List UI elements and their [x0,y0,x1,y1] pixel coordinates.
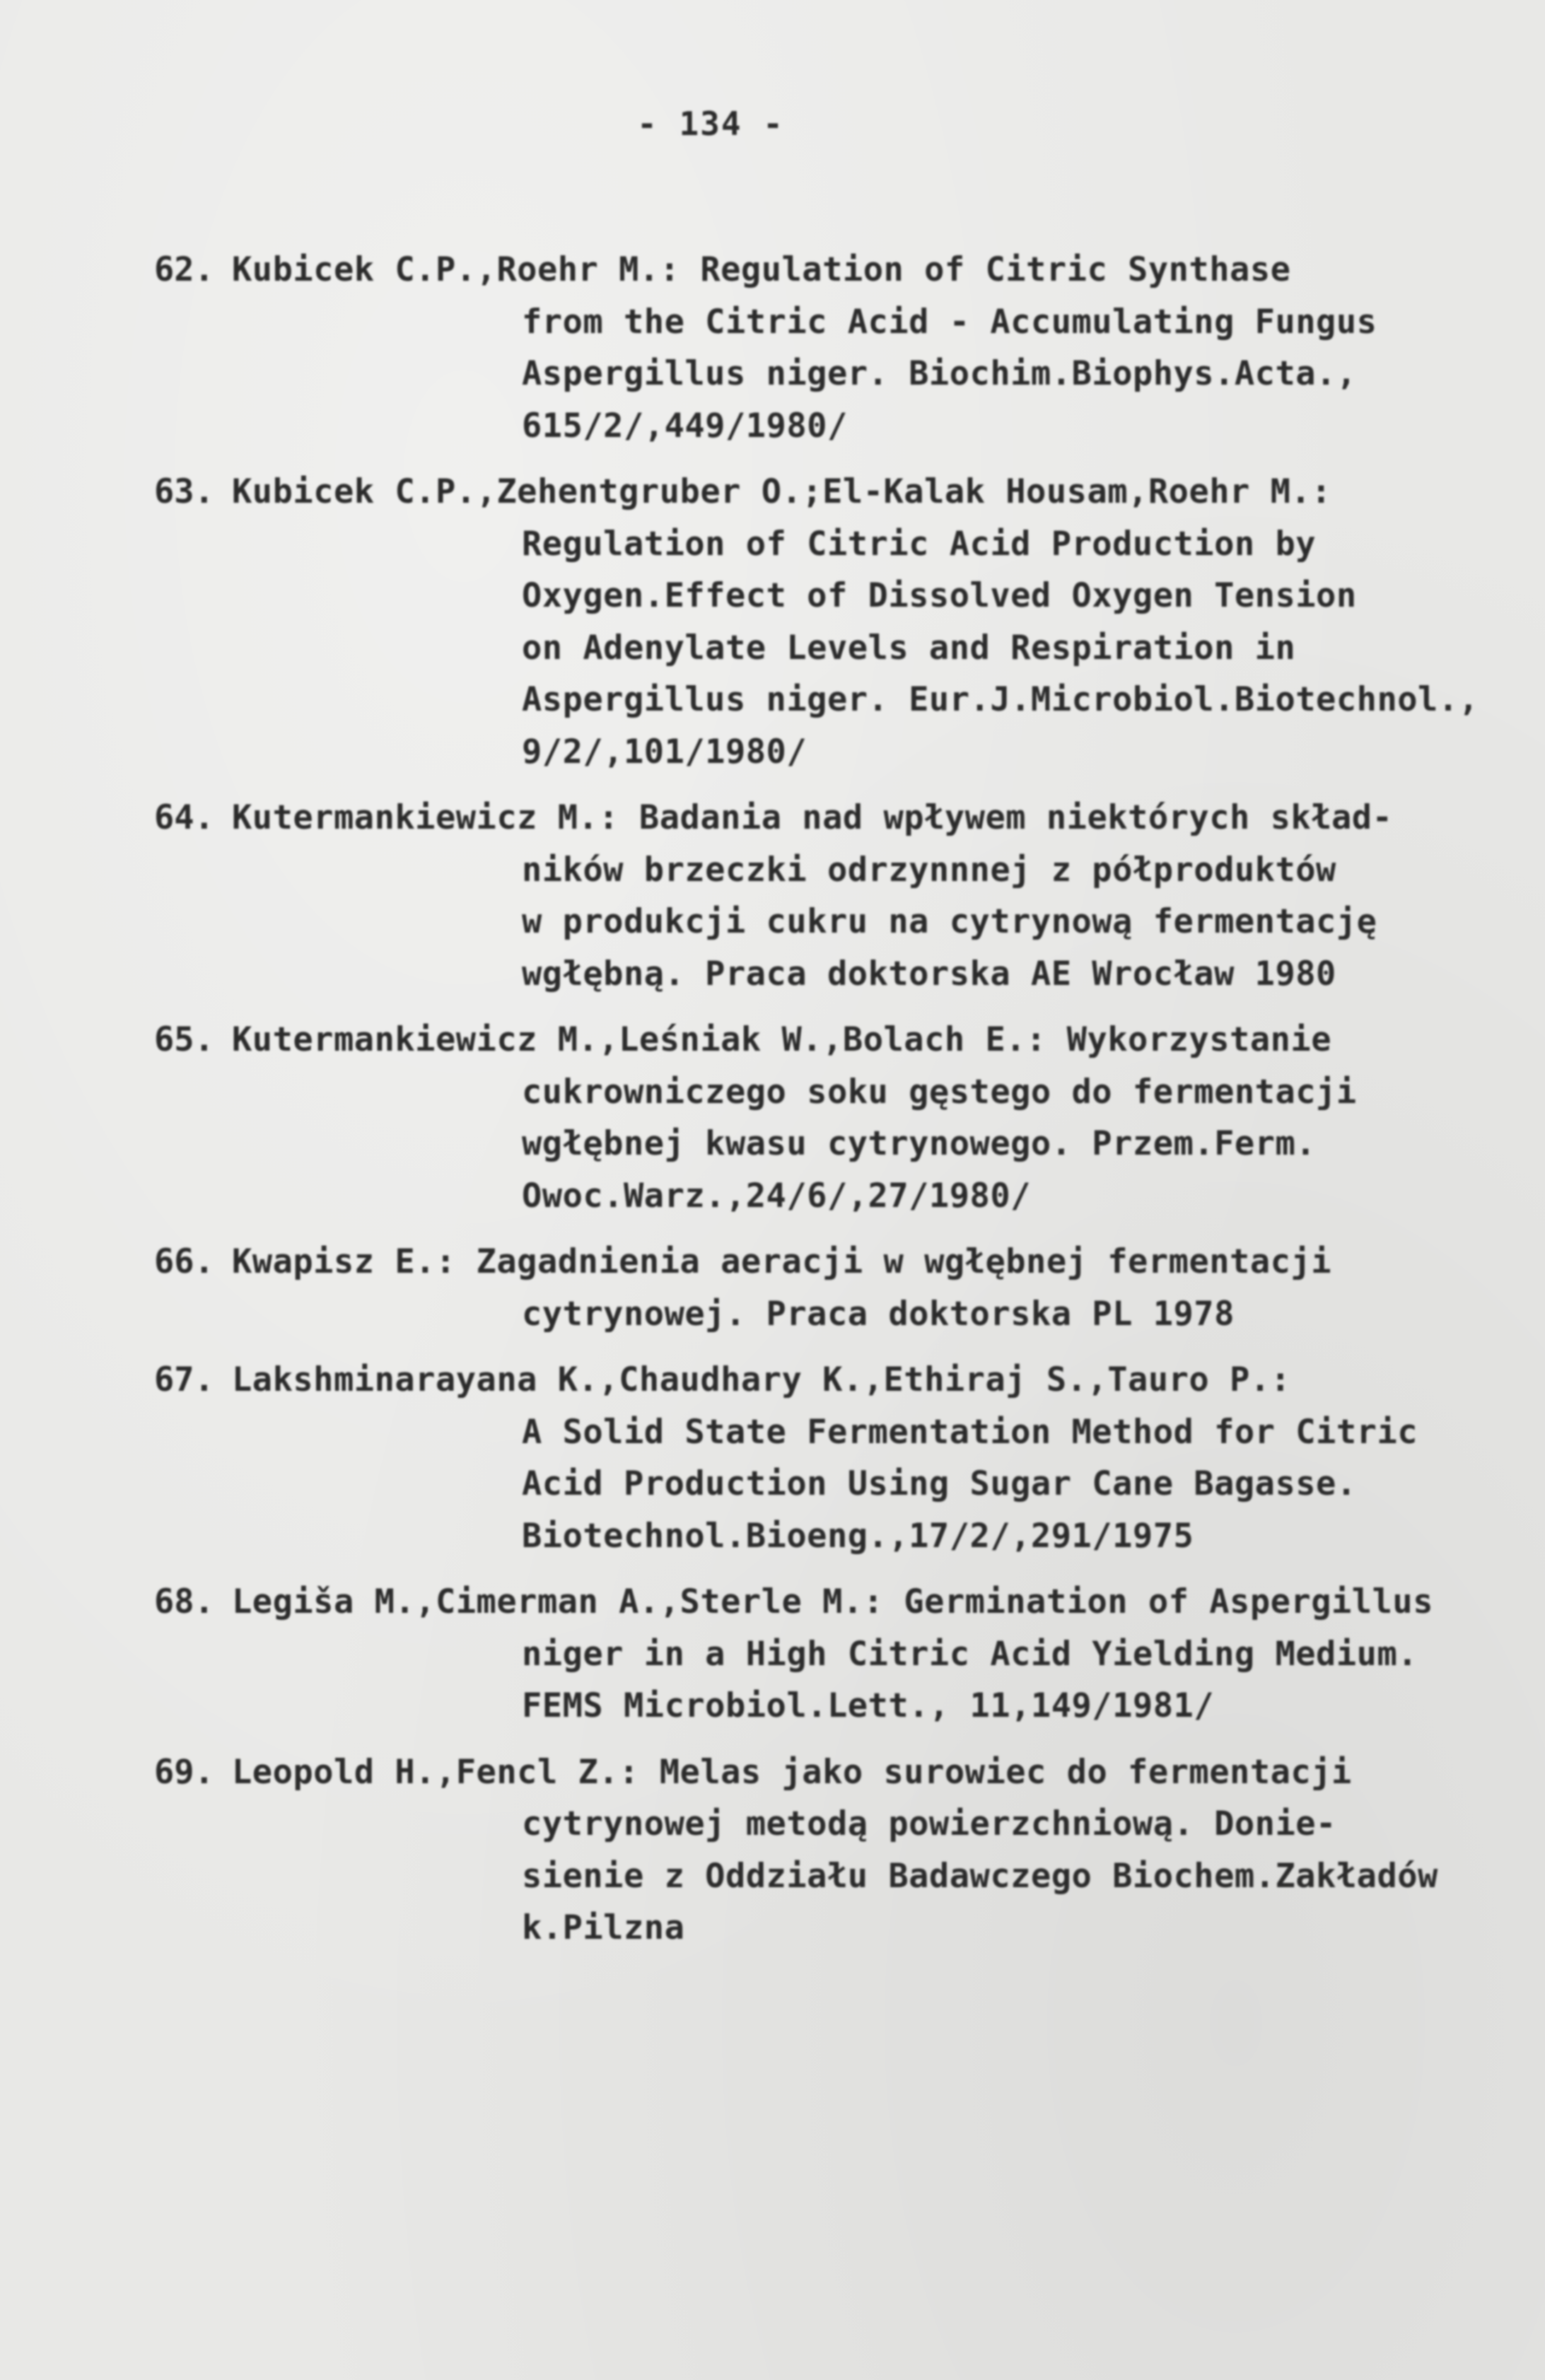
reference-line: Aspergillus niger. Eur.J.Microbiol.Biotechnol., [522,680,1479,719]
reference-number: 63. [154,472,214,511]
reference-number: 62. [154,250,214,289]
reference-line: wgłębną. Praca doktorska AE Wrocław 1980 [522,954,1336,993]
reference-line: Kwapisz E.: Zagadnienia aeracji w wgłębnej fermentacji [232,1242,1332,1281]
reference-line: Aspergillus niger. Biochim.Biophys.Acta., [522,354,1357,393]
reference-line: ników brzeczki odrzynnnej z półproduktów [522,850,1336,889]
reference-line: 615/2/,449/1980/ [522,406,848,445]
reference-line: niger in a High Citric Acid Yielding Medium. [522,1634,1418,1674]
reference-line: Kutermankiewicz M.: Badania nad wpływem niektórych skład- [232,798,1393,837]
reference-line: from the Citric Acid - Accumulating Fungus [522,302,1377,342]
reference-63 [154,466,1533,778]
reference-number: 66. [154,1242,214,1281]
page-number: - 134 - [637,105,784,143]
reference-62 [154,244,1533,452]
reference-line: wgłębnej kwasu cytrynowego. Przem.Ferm. [522,1124,1317,1163]
reference-number: 68. [154,1582,214,1621]
reference-line: Regulation of Citric Acid Production by [522,524,1317,564]
reference-line: Kubicek C.P.,Roehr M.: Regulation of Citric Synthase [232,250,1291,289]
reference-line: Acid Production Using Sugar Cane Bagasse. [522,1464,1357,1503]
reference-line: on Adenylate Levels and Respiration in [522,628,1296,667]
reference-line: FEMS Microbiol.Lett., 11,149/1981/ [522,1686,1215,1725]
reference-line: Owoc.Warz.,24/6/,27/1980/ [522,1176,1031,1215]
reference-line: Biotechnol.Bioeng.,17/2/,291/1975 [522,1516,1194,1556]
reference-number: 69. [154,1752,214,1792]
reference-line: sienie z Oddziału Badawczego Biochem.Zakładów [522,1856,1438,1896]
reference-line: cukrowniczego soku gęstego do fermentacji [522,1072,1357,1112]
reference-line: Legiša M.,Cimerman A.,Sterle M.: Germination of Aspergillus [232,1582,1433,1621]
reference-69 [154,1746,1533,1954]
reference-line: Lakshminarayana K.,Chaudhary K.,Ethiraj S.,Tauro P.: [232,1360,1291,1399]
reference-64 [154,792,1533,1000]
reference-line: Oxygen.Effect of Dissolved Oxygen Tension [522,576,1357,615]
reference-line: 9/2/,101/1980/ [522,732,808,771]
reference-line: k.Pilzna [522,1908,685,1947]
reference-line: cytrynowej. Praca doktorska PL 1978 [522,1294,1235,1334]
reference-line: Leopold H.,Fencl Z.: Melas jako surowiec do fermentacji [232,1752,1352,1792]
reference-list [154,244,1533,1954]
reference-line: Kubicek C.P.,Zehentgruber O.;El-Kalak Housam,Roehr M.: [232,472,1332,511]
reference-66 [154,1236,1533,1340]
reference-line: Kutermankiewicz M.,Leśniak W.,Bolach E.: Wykorzystanie [232,1020,1332,1059]
reference-number: 67. [154,1360,214,1399]
reference-65 [154,1014,1533,1222]
reference-68 [154,1576,1533,1732]
reference-line: w produkcji cukru na cytrynową fermentację [522,902,1377,941]
reference-67 [154,1354,1533,1562]
reference-line: cytrynowej metodą powierzchniową. Donie- [522,1804,1336,1843]
reference-line: A Solid State Fermentation Method for Citric [522,1412,1418,1452]
reference-number: 65. [154,1020,214,1059]
reference-number: 64. [154,798,214,837]
